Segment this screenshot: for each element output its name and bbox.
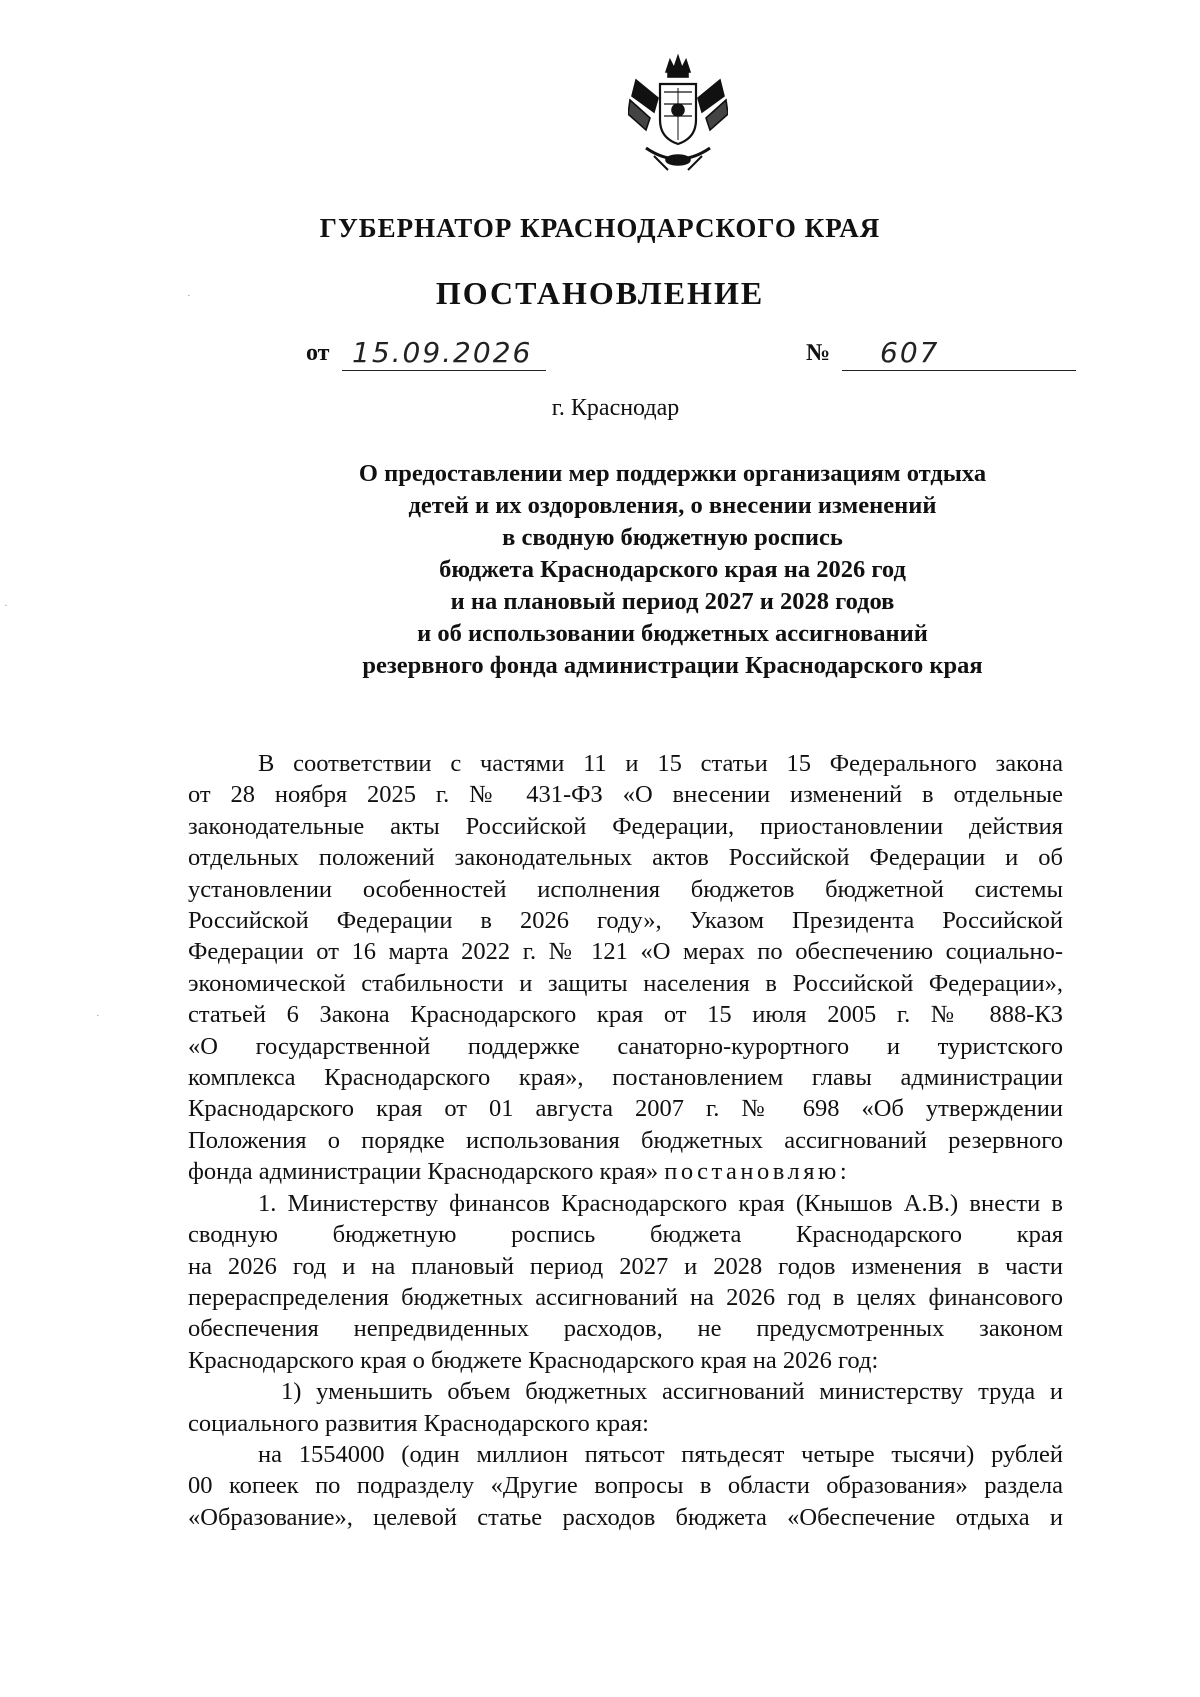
subject-line: резервного фонда администрации Краснодарского края bbox=[362, 652, 983, 679]
subject-line: и об использовании бюджетных ассигнований bbox=[417, 620, 928, 647]
issuing-authority: ГУБЕРНАТОР КРАСНОДАРСКОГО КРАЯ bbox=[319, 213, 881, 243]
body-line: 1) уменьшить объем бюджетных ассигнований министерству труда и bbox=[281, 1378, 1063, 1406]
body-line: социального развития Краснодарского края: bbox=[188, 1409, 649, 1437]
number-prefix: № bbox=[806, 340, 831, 366]
scan-dot: · bbox=[187, 290, 191, 302]
scan-dot: · bbox=[96, 1010, 100, 1022]
body-line: Положения о порядке использования бюджетных ассигнований резервного bbox=[188, 1126, 1063, 1154]
body-line: от 28 ноября 2025 г. № 431-ФЗ «О внесении изменений в отдельные bbox=[188, 781, 1063, 809]
body-line: 1. Министерству финансов Краснодарского края (Кнышов А.В.) внести в bbox=[258, 1189, 1063, 1217]
document-subject bbox=[280, 458, 1065, 682]
body-line: Краснодарского края от 01 августа 2007 г. № 698 «Об утверждении bbox=[188, 1095, 1063, 1123]
city: г. Краснодар bbox=[551, 395, 680, 421]
subject-line: в сводную бюджетную роспись bbox=[502, 524, 843, 551]
subject-line: детей и их оздоровления, о внесении изменений bbox=[408, 492, 937, 519]
document-number: 607 bbox=[842, 336, 1076, 371]
body-line: экономической стабильности и защиты населения в Российской Федерации», bbox=[188, 969, 1063, 997]
body-line: В соответствии с частями 11 и 15 статьи 15 Федерального закона bbox=[258, 750, 1063, 777]
coat-of-arms-emblem bbox=[628, 52, 728, 178]
body-line: Краснодарского края о бюджете Краснодарского края на 2026 год: bbox=[188, 1346, 879, 1374]
scan-dot: · bbox=[4, 600, 8, 612]
body-line: Федерации от 16 марта 2022 г. № 121 «О мерах по обеспечению социально- bbox=[188, 938, 1063, 966]
body-line: «Образование», целевой статье расходов бюджета «Обеспечение отдыха и bbox=[188, 1503, 1063, 1531]
body-line: отдельных положений законодательных актов Российской Федерации и об bbox=[188, 844, 1063, 872]
body-line: комплекса Краснодарского края», постановлением главы администрации bbox=[188, 1064, 1063, 1092]
document-date: 15.09.2026 bbox=[342, 336, 546, 371]
body-line bbox=[188, 1156, 1063, 1187]
subject-line: О предоставлении мер поддержки организациям отдыха bbox=[358, 460, 987, 487]
body-line: «О государственной поддержке санаторно-курортного и туристского bbox=[188, 1032, 1063, 1060]
body-line: на 1554000 (один миллион пятьсот пятьдесят четыре тысячи) рублей bbox=[258, 1440, 1063, 1468]
body-line-text: фонда администрации Краснодарского края» bbox=[188, 1158, 659, 1186]
body-line: установлении особенностей исполнения бюджетов бюджетной системы bbox=[188, 875, 1063, 903]
body-line: перераспределения бюджетных ассигнований на 2026 год в целях финансового bbox=[188, 1283, 1063, 1311]
resolution-word: постановляю: bbox=[664, 1158, 851, 1186]
body-line: на 2026 год и на плановый период 2027 и 2028 годов изменения в части bbox=[188, 1252, 1063, 1280]
document-body bbox=[188, 748, 1063, 1533]
subject-line: и на плановый период 2027 и 2028 годов bbox=[450, 588, 895, 615]
body-line: Российской Федерации в 2026 году», Указом Президента Российской bbox=[188, 907, 1063, 935]
body-line: законодательные акты Российской Федерации, приостановлении действия bbox=[188, 812, 1063, 840]
date-prefix: от bbox=[306, 340, 330, 366]
body-line: обеспечения непредвиденных расходов, не предусмотренных законом bbox=[188, 1315, 1063, 1343]
body-line: 00 копеек по подразделу «Другие вопросы в области образования» раздела bbox=[188, 1472, 1063, 1500]
document-type: ПОСТАНОВЛЕНИЕ bbox=[435, 275, 765, 311]
body-line: сводную бюджетную роспись бюджета Краснодарского края bbox=[188, 1221, 1063, 1249]
subject-line: бюджета Краснодарского края на 2026 год bbox=[439, 556, 906, 583]
body-line: статьей 6 Закона Краснодарского края от 15 июля 2005 г. № 888-КЗ bbox=[188, 1001, 1063, 1029]
